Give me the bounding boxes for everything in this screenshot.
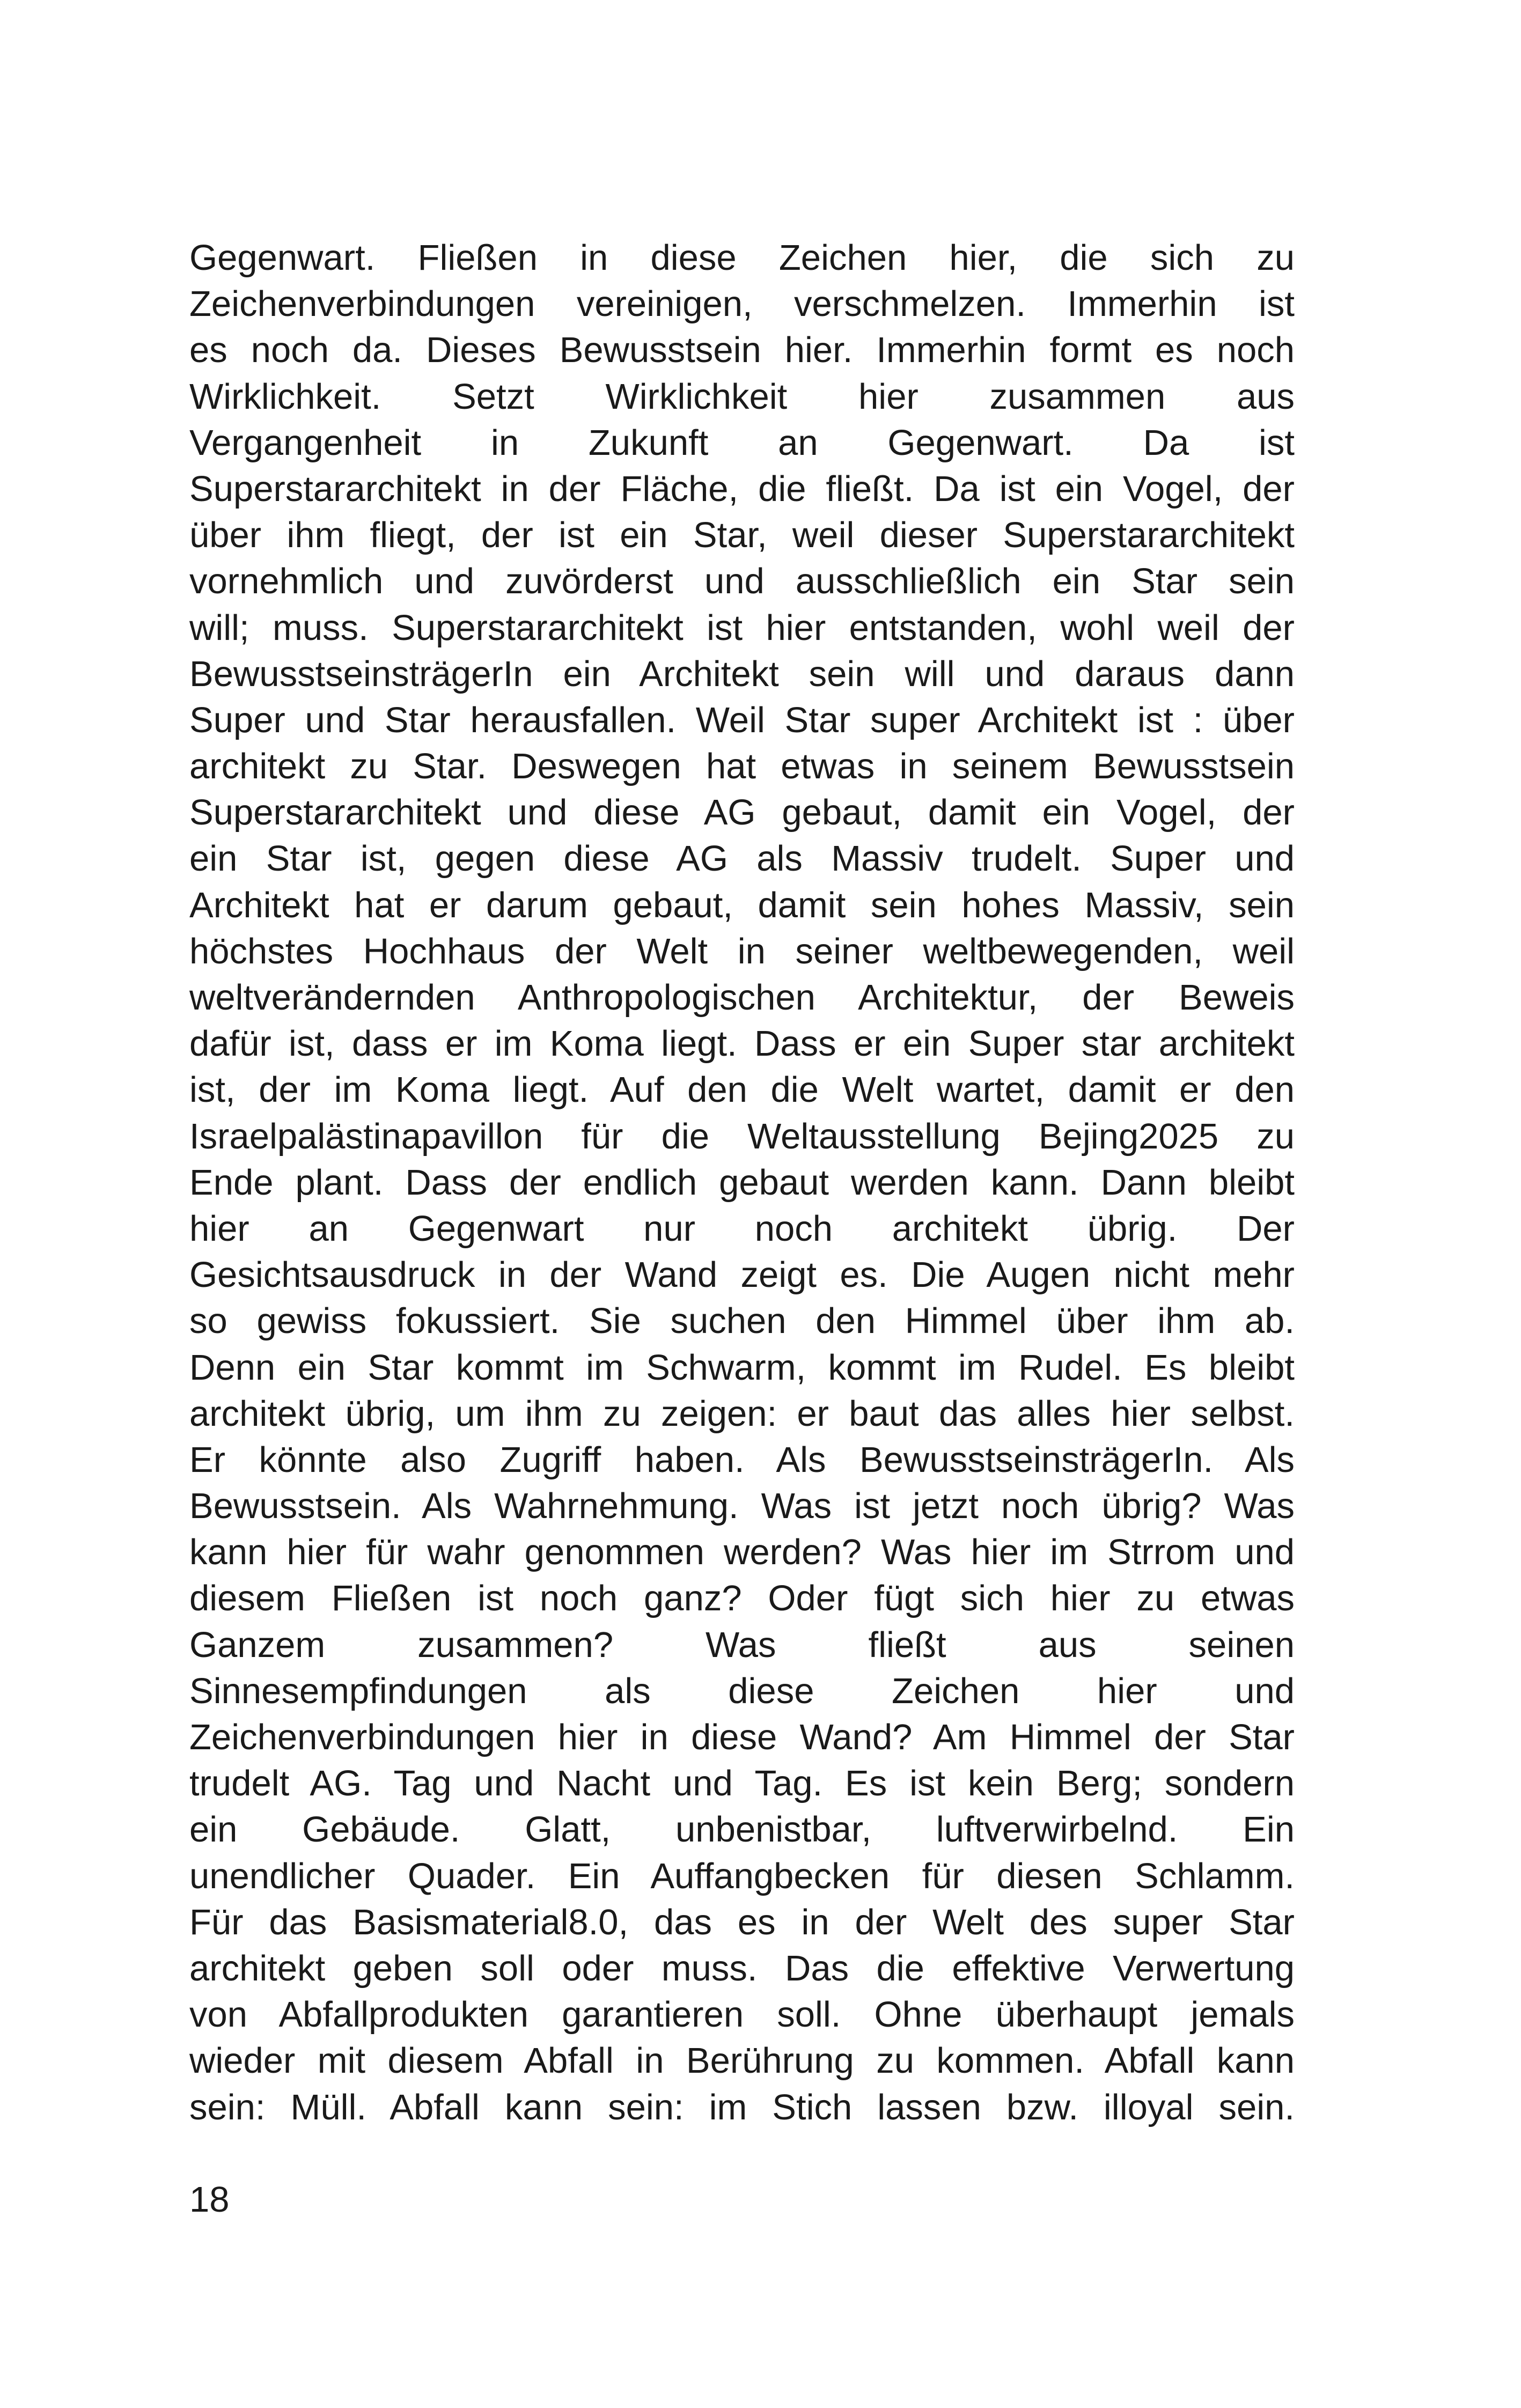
text-line: weltverändernden Anthropologischen Architektur, der Beweis — [189, 977, 1295, 1018]
text-line: Superstararchitekt in der Fläche, die fließt. Da ist ein Vogel, der — [189, 468, 1295, 509]
text-line: will; muss. Superstararchitekt ist hier entstanden, wohl weil der — [189, 607, 1295, 648]
text-line: Israelpalästinapavillon für die Weltausstellung Bejing2025 zu — [189, 1116, 1295, 1157]
text-line: hier an Gegenwart nur noch architekt übrig. Der — [189, 1208, 1295, 1249]
text-line: dafür ist, dass er im Koma liegt. Dass er ein Super star architekt — [189, 1023, 1295, 1064]
text-line: kann hier für wahr genommen werden? Was hier im Strrom und — [189, 1532, 1295, 1573]
text-line: Ende plant. Dass der endlich gebaut werden kann. Dann bleibt — [189, 1162, 1295, 1203]
text-line: Wirklichkeit. Setzt Wirklichkeit hier zusammen aus — [189, 376, 1295, 417]
text-line: so gewiss fokussiert. Sie suchen den Himmel über ihm ab. — [189, 1301, 1295, 1342]
text-line: sein: Müll. Abfall kann sein: im Stich lassen bzw. illoyal sein. — [189, 2087, 1295, 2127]
text-line: höchstes Hochhaus der Welt in seiner weltbewegenden, weil — [189, 931, 1295, 971]
text-line: Ganzem zusammen? Was fließt aus seinen — [189, 1624, 1295, 1665]
text-line: wieder mit diesem Abfall in Berührung zu kommen. Abfall kann — [189, 2041, 1295, 2081]
text-line: ist, der im Koma liegt. Auf den die Welt wartet, damit er den — [189, 1070, 1295, 1110]
text-line: ein Star ist, gegen diese AG als Massiv trudelt. Super und — [189, 838, 1295, 879]
text-line: Gegenwart. Fließen in diese Zeichen hier, die sich zu — [189, 238, 1295, 278]
text-line: unendlicher Quader. Ein Auffangbecken für diesen Schlamm. — [189, 1855, 1295, 1896]
text-line: Superstararchitekt und diese AG gebaut, damit ein Vogel, der — [189, 792, 1295, 833]
text-line: trudelt AG. Tag und Nacht und Tag. Es ist kein Berg; sondern — [189, 1763, 1295, 1804]
text-line: es noch da. Dieses Bewusstsein hier. Immerhin formt es noch — [189, 330, 1295, 371]
text-line: Vergangenheit in Zukunft an Gegenwart. Da ist — [189, 422, 1295, 463]
page-number: 18 — [189, 2179, 230, 2220]
body-text — [189, 235, 1295, 2131]
text-line: BewusstseinsträgerIn ein Architekt sein will und daraus dann — [189, 653, 1295, 694]
text-line: von Abfallprodukten garantieren soll. Ohne überhaupt jemals — [189, 1994, 1295, 2035]
text-line: Für das Basismaterial8.0, das es in der Welt des super Star — [189, 1902, 1295, 1942]
text-line: Denn ein Star kommt im Schwarm, kommt im Rudel. Es bleibt — [189, 1347, 1295, 1388]
text-line: architekt geben soll oder muss. Das die effektive Verwertung — [189, 1948, 1295, 1989]
text-line: Sinnesempfindungen als diese Zeichen hier und — [189, 1670, 1295, 1711]
text-line: Super und Star herausfallen. Weil Star super Architekt ist : über — [189, 699, 1295, 740]
text-line: Architekt hat er darum gebaut, damit sein hohes Massiv, sein — [189, 885, 1295, 925]
text-line: Gesichtsausdruck in der Wand zeigt es. Die Augen nicht mehr — [189, 1255, 1295, 1295]
text-line: ein Gebäude. Glatt, unbenistbar, luftverwirbelnd. Ein — [189, 1809, 1295, 1850]
text-line: architekt übrig, um ihm zu zeigen: er baut das alles hier selbst. — [189, 1393, 1295, 1434]
text-line: Er könnte also Zugriff haben. Als BewusstseinsträgerIn. Als — [189, 1439, 1295, 1480]
text-line: Zeichenverbindungen hier in diese Wand? Am Himmel der Star — [189, 1717, 1295, 1757]
text-line: Bewusstsein. Als Wahrnehmung. Was ist jetzt noch übrig? Was — [189, 1486, 1295, 1527]
text-line: Zeichenverbindungen vereinigen, verschmelzen. Immerhin ist — [189, 284, 1295, 325]
text-line: vornehmlich und zuvörderst und ausschließlich ein Star sein — [189, 561, 1295, 602]
text-line: architekt zu Star. Deswegen hat etwas in seinem Bewusstsein — [189, 746, 1295, 787]
text-line: über ihm fliegt, der ist ein Star, weil dieser Superstararchitekt — [189, 515, 1295, 556]
text-line: diesem Fließen ist noch ganz? Oder fügt sich hier zu etwas — [189, 1578, 1295, 1619]
